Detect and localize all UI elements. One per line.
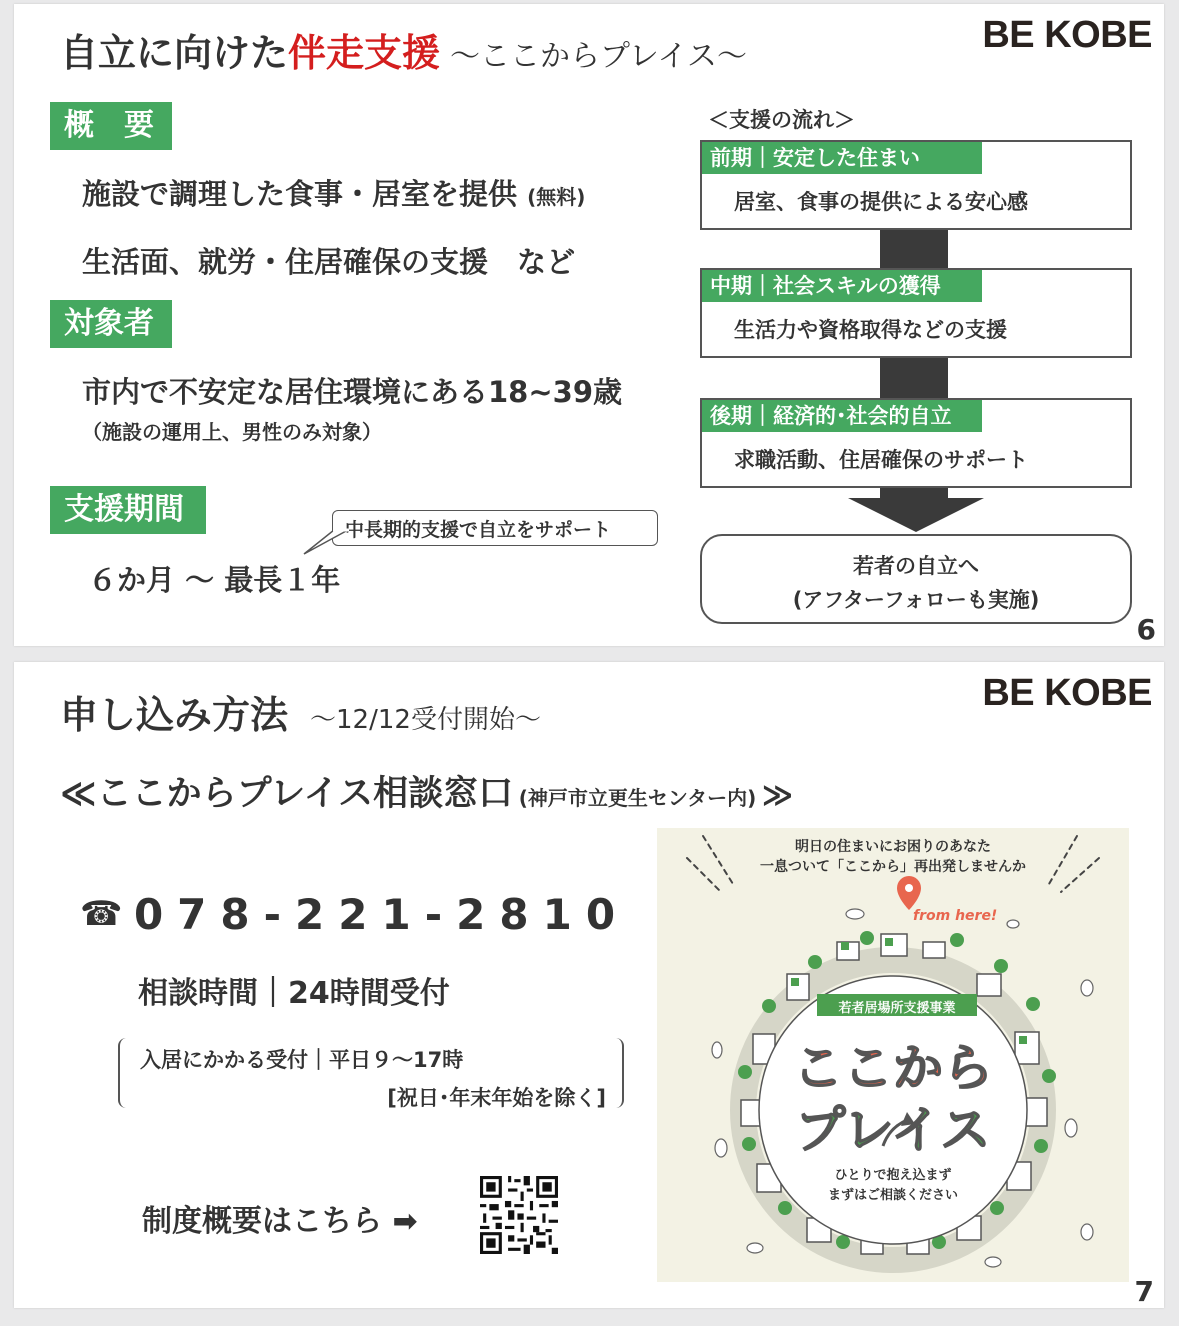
overview-line-1 [82,172,585,213]
goal-line-2: (アフターフォローも実施) [792,588,1040,612]
period-bubble-text: 中長期的支援で自立をサポート [345,519,612,541]
flow-stage-late [700,398,1132,488]
qr-code-icon[interactable] [480,1176,558,1254]
flow-goal-box [700,534,1132,624]
summary-link[interactable]: 制度概要はこちら ➡ [142,1204,418,1239]
flow-connector [880,226,948,268]
phone-row[interactable] [80,890,629,939]
slide-7 [14,662,1164,1308]
target-note: （施設の運用上、男性のみ対象） [82,420,382,444]
section-label-period: 支援期間 [50,486,206,534]
poster-line-1: 明日の住まいにお困りのあなた [795,839,991,855]
section-label-target: 対象者 [50,300,172,348]
consultation-hours: 相談時間｜24時間受付 [138,976,450,1011]
flow-stage-text: 生活力や資格取得などの支援 [734,318,1007,342]
window-title: ≪ここからプレイス相談窓口 [60,774,514,814]
page-number: 6 [1136,613,1156,646]
flow-stage-text: 求職活動、住居確保のサポート [734,448,1028,472]
goal-line-1: 若者の自立へ [853,554,979,578]
title-highlight: 伴走支援 [288,31,441,75]
flow-stage-head: 後期｜経済的･社会的自立 [702,400,982,432]
poster-line-2: 一息ついて「ここから」再出発しませんか [760,859,1026,875]
phone-icon: ☎ [80,894,123,934]
phone-number[interactable]: 078-221-2810 [133,890,630,939]
period-line: ６か月 ～ 最長１年 [88,563,341,597]
title-subtitle: ～12/12受付開始～ [310,705,541,735]
poster-tagline-1: ひとりで抱え込まず [834,1168,952,1183]
poster-tagline-2: まずはご相談ください [827,1188,958,1203]
overview-free-note: (無料) [527,185,586,209]
flow-title: ＜支援の流れ＞ [708,108,855,132]
section-label-overview: 概 要 [50,102,172,150]
page-title [60,22,747,77]
window-note: (神戸市立更生センター内) [518,786,757,810]
kokokara-place-poster [657,828,1129,1282]
flow-stage-text: 居室、食事の提供による安心感 [734,190,1028,214]
reception-bracket [118,1038,624,1108]
reception-line-1: 入居にかかる受付｜平日９～17時 [140,1048,464,1072]
overview-line-2: 生活面、就労・住居確保の支援 など [82,245,576,279]
title-main: 申し込み方法 [60,693,289,737]
page-title [60,684,541,739]
overview-text: 施設で調理した食事・居室を提供 [82,177,518,211]
page-number: 7 [1134,1275,1154,1308]
flow-stage-head: 前期｜安定した住まい [702,142,982,174]
be-kobe-logo: BE KOBE [982,672,1152,714]
flow-connector [880,354,948,398]
poster-from-here: from here! [913,908,998,924]
window-close-bracket: ≫ [761,778,794,813]
target-line: 市内で不安定な居住環境にある18~39歳 [82,375,623,409]
poster-logo-line-1: ここから [793,1039,993,1097]
poster-logo-line-2: プレイス [795,1101,991,1159]
flow-stage-middle [700,268,1132,358]
be-kobe-logo: BE KOBE [982,14,1152,56]
title-main: 自立に向けた [60,31,289,75]
title-subtitle: ～ここからプレイス～ [450,39,748,74]
down-arrow-icon [848,484,984,534]
flow-stage-head: 中期｜社会スキルの獲得 [702,270,982,302]
slide-6 [14,4,1164,646]
flow-stage-early [700,140,1132,230]
reception-line-2: [祝日･年末年始を除く] [387,1086,606,1110]
period-speech-bubble [332,510,658,546]
speech-bubble-tail [300,528,350,558]
poster-banner: 若者居場所支援事業 [838,1001,956,1016]
consultation-window [60,766,793,816]
